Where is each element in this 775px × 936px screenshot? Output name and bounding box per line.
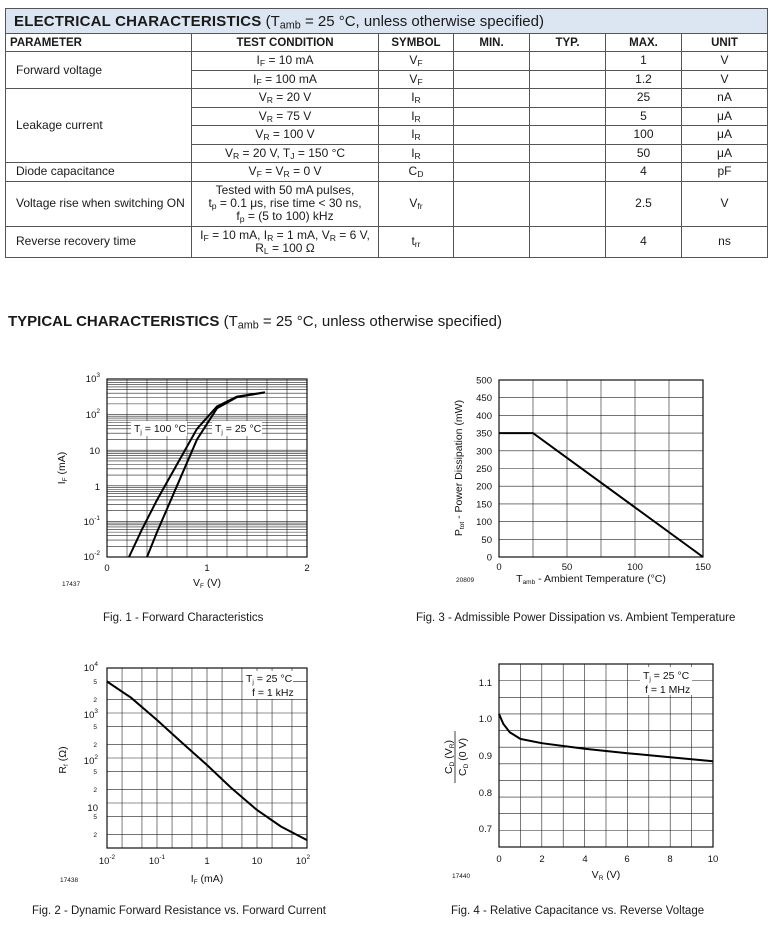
fig1-xtick-0: 0 bbox=[104, 563, 110, 574]
fig2-ytick-minor: 2 bbox=[93, 742, 97, 749]
fig2-ytick-1000: $10^3$ bbox=[83, 708, 98, 721]
fig1-ytick-0.01: $10^{-2}$ bbox=[83, 550, 100, 563]
unit-vfr: V bbox=[682, 181, 768, 226]
fig3-ylabel: Ptot - Power Dissipation (mW) bbox=[453, 399, 466, 537]
fig2-note-f: f = 1 kHz bbox=[252, 687, 294, 699]
cond-vf-2: $I_F = 100$ mA bbox=[192, 70, 379, 89]
sym-ir-4: $I_R$ bbox=[379, 144, 454, 163]
fig3-ytick-400: 400 bbox=[476, 410, 492, 422]
fig3-ytick-250: 250 bbox=[476, 464, 492, 475]
header-max: MAX. bbox=[606, 34, 682, 52]
fig2-code: 17438 bbox=[60, 877, 79, 884]
fig1-code: 17437 bbox=[62, 581, 81, 588]
unit-cd: pF bbox=[682, 163, 768, 182]
fig2-ytick-minor: 2 bbox=[93, 787, 97, 794]
fig3-xtick-150: 150 bbox=[695, 562, 711, 573]
fig3-ytick-350: 350 bbox=[476, 428, 492, 440]
fig3-caption: Fig. 3 - Admissible Power Dissipation vs. Ambient Temperature bbox=[416, 612, 736, 624]
param-leakage-current: Leakage current bbox=[6, 89, 192, 163]
sym-vf-2: $V_F$ bbox=[379, 70, 454, 89]
fig2-ytick-minor: 5 bbox=[93, 724, 97, 731]
fig3-ytick-50: 50 bbox=[481, 534, 492, 546]
fig3-ytick-500: 500 bbox=[476, 375, 492, 387]
typical-title-text: TYPICAL CHARACTERISTICS bbox=[8, 313, 220, 330]
fig4-note-tj: Tj = 25 °C bbox=[643, 670, 690, 683]
header-parameter: PARAMETER bbox=[6, 34, 192, 52]
typical-cond-sub: amb bbox=[237, 319, 259, 332]
fig2-caption: Fig. 2 - Dynamic Forward Resistance vs. Forward Current bbox=[32, 905, 326, 917]
fig2-ylabel: Rf (Ω) bbox=[57, 746, 70, 774]
electrical-title-text: ELECTRICAL CHARACTERISTICS bbox=[14, 12, 262, 30]
fig2-xtick-100: $10^2$ bbox=[295, 854, 311, 867]
fig1-label-100c: Tj = 100 °C bbox=[134, 423, 187, 436]
fig1-ytick-1000: $10^3$ bbox=[85, 372, 100, 385]
max-vf-1: 1 bbox=[606, 52, 682, 71]
fig3-xlabel: Tamb - Ambient Temperature (°C) bbox=[516, 573, 666, 586]
unit-vf-2: V bbox=[682, 70, 768, 89]
fig1-xtick-2: 2 bbox=[304, 563, 310, 574]
fig3-xtick-50: 50 bbox=[561, 562, 573, 573]
fig3-ytick-100: 100 bbox=[476, 517, 492, 529]
max-vf-2: 1.2 bbox=[606, 70, 682, 89]
fig4-ytick-0.8: 0.8 bbox=[478, 788, 492, 799]
max-ir-3: 100 bbox=[606, 126, 682, 145]
fig2-xlabel: IF (mA) bbox=[190, 873, 224, 886]
cond-ir-3: $V_R = 100$ V bbox=[192, 126, 379, 145]
cond-ir-4: $V_R = 20$ V, $T_J = 150$ °C bbox=[192, 144, 379, 163]
fig2-ytick-minor: 2 bbox=[93, 697, 97, 704]
max-ir-1: 25 bbox=[606, 89, 682, 108]
fig3-ytick-0: 0 bbox=[486, 552, 492, 564]
sym-ir-1: $I_R$ bbox=[379, 89, 454, 108]
fig3-code: 20809 bbox=[456, 577, 475, 584]
max-ir-2: 5 bbox=[606, 107, 682, 126]
sym-vf-1: $V_F$ bbox=[379, 52, 454, 71]
fig2-note-tj: Tj = 25 °C bbox=[246, 673, 293, 686]
svg-text:CD (0 V): CD (0 V) bbox=[457, 738, 470, 776]
fig2-ytick-100: $10^2$ bbox=[83, 754, 98, 767]
fig4-xtick-2: 2 bbox=[539, 854, 545, 865]
typical-cond-pre: (T bbox=[219, 313, 238, 330]
fig1-label-25c: Tj = 25 °C bbox=[215, 423, 262, 436]
fig3-ytick-450: 450 bbox=[476, 393, 492, 405]
fig2-ytick-minor: 5 bbox=[93, 769, 97, 776]
sym-trr: $t_{rr}$ bbox=[379, 226, 454, 257]
cond-ir-1: $V_R = 20$ V bbox=[192, 89, 379, 108]
unit-ir-1: nA bbox=[682, 89, 768, 108]
fig1-ylabel: IF (mA) bbox=[56, 451, 69, 485]
fig1-ytick-100: $10^2$ bbox=[85, 408, 100, 421]
param-diode-capacitance: Diode capacitance bbox=[6, 163, 192, 182]
fig1-xlabel: VF (V) bbox=[193, 577, 221, 590]
fig1-ytick-0.1: $10^{-1}$ bbox=[83, 515, 100, 528]
cond-vfr: Tested with 50 mA pulses, $t_p = 0.1$ μs, rise time < 30 ns, $f_p = (5$ to 100) kHz bbox=[192, 181, 379, 226]
fig1-ytick-10: 10 bbox=[89, 446, 100, 457]
fig4-ytick-0.7: 0.7 bbox=[478, 824, 492, 835]
fig3-xtick-100: 100 bbox=[627, 562, 643, 573]
fig2-xtick-10: 10 bbox=[251, 856, 263, 867]
fig4-xtick-10: 10 bbox=[707, 854, 719, 865]
fig3-ytick-300: 300 bbox=[476, 446, 492, 458]
fig4-note-f: f = 1 MHz bbox=[645, 684, 691, 696]
fig4-ytick-0.9: 0.9 bbox=[478, 751, 492, 762]
fig4-xtick-8: 8 bbox=[667, 854, 673, 865]
fig3-xtick-0: 0 bbox=[496, 562, 502, 573]
electrical-cond-pre: (T bbox=[261, 12, 280, 30]
fig2-ytick-10000: $10^4$ bbox=[83, 661, 98, 674]
cond-vf-1: $I_F = 10$ mA bbox=[192, 52, 379, 71]
electrical-cond-post: = 25 °C, unless otherwise specified) bbox=[300, 12, 544, 30]
unit-ir-4: μA bbox=[682, 144, 768, 163]
max-cd: 4 bbox=[606, 163, 682, 182]
unit-ir-2: μA bbox=[682, 107, 768, 126]
unit-trr: ns bbox=[682, 226, 768, 257]
max-ir-4: 50 bbox=[606, 144, 682, 163]
fig4-xlabel: VR (V) bbox=[591, 869, 621, 882]
sym-vfr: $V_{fr}$ bbox=[379, 181, 454, 226]
unit-vf-1: V bbox=[682, 52, 768, 71]
max-trr: 4 bbox=[606, 226, 682, 257]
fig1-caption: Fig. 1 - Forward Characteristics bbox=[103, 612, 264, 624]
header-test-condition: TEST CONDITION bbox=[192, 34, 379, 52]
svg-text:CD (VR): CD (VR) bbox=[443, 740, 456, 774]
fig2-ytick-minor: 5 bbox=[93, 679, 97, 686]
header-typ: TYP. bbox=[530, 34, 606, 52]
header-min: MIN. bbox=[454, 34, 530, 52]
fig4-xtick-4: 4 bbox=[582, 854, 588, 865]
fig2-ytick-minor: 2 bbox=[93, 832, 97, 839]
fig2-ytick-minor: 5 bbox=[93, 814, 97, 821]
typical-cond-post: = 25 °C, unless otherwise specified) bbox=[258, 313, 502, 330]
header-symbol: SYMBOL bbox=[379, 34, 454, 52]
param-reverse-recovery: Reverse recovery time bbox=[6, 226, 192, 257]
fig4-xtick-6: 6 bbox=[624, 854, 630, 865]
unit-ir-3: μA bbox=[682, 126, 768, 145]
max-vfr: 2.5 bbox=[606, 181, 682, 226]
fig1-xtick-1: 1 bbox=[204, 563, 210, 574]
fig2-xtick-0.01: $10^{-2}$ bbox=[98, 854, 116, 867]
fig4-caption: Fig. 4 - Relative Capacitance vs. Reverse Voltage bbox=[451, 905, 705, 917]
header-unit: UNIT bbox=[682, 34, 768, 52]
param-voltage-rise: Voltage rise when switching ON bbox=[6, 181, 192, 226]
param-forward-voltage: Forward voltage bbox=[6, 52, 192, 89]
cond-cd: $V_F = V_R = 0$ V bbox=[192, 163, 379, 182]
fig2-ytick-10: 10 bbox=[87, 803, 98, 814]
fig3-ytick-200: 200 bbox=[476, 481, 492, 493]
fig4-ylabel bbox=[443, 731, 470, 783]
cond-ir-2: $V_R = 75$ V bbox=[192, 107, 379, 126]
fig4-code: 17440 bbox=[452, 873, 471, 880]
fig2-xtick-0.1: $10^{-1}$ bbox=[148, 854, 166, 867]
electrical-cond-sub: amb bbox=[279, 19, 301, 32]
fig4-xtick-0: 0 bbox=[496, 854, 502, 865]
fig3-ytick-150: 150 bbox=[476, 499, 492, 511]
sym-ir-2: $I_R$ bbox=[379, 107, 454, 126]
cond-trr: $I_F = 10$ mA, $I_R = 1$ mA, $V_R = 6$ V, $R_L = 100$ Ω bbox=[192, 226, 379, 257]
sym-ir-3: $I_R$ bbox=[379, 126, 454, 145]
sym-cd: $C_D$ bbox=[379, 163, 454, 182]
fig4-ytick-1.0: 1.0 bbox=[478, 714, 492, 725]
fig4-ytick-1.1: 1.1 bbox=[478, 678, 492, 689]
fig1-ytick-1: 1 bbox=[94, 482, 100, 493]
fig2-xtick-1: 1 bbox=[204, 856, 210, 867]
